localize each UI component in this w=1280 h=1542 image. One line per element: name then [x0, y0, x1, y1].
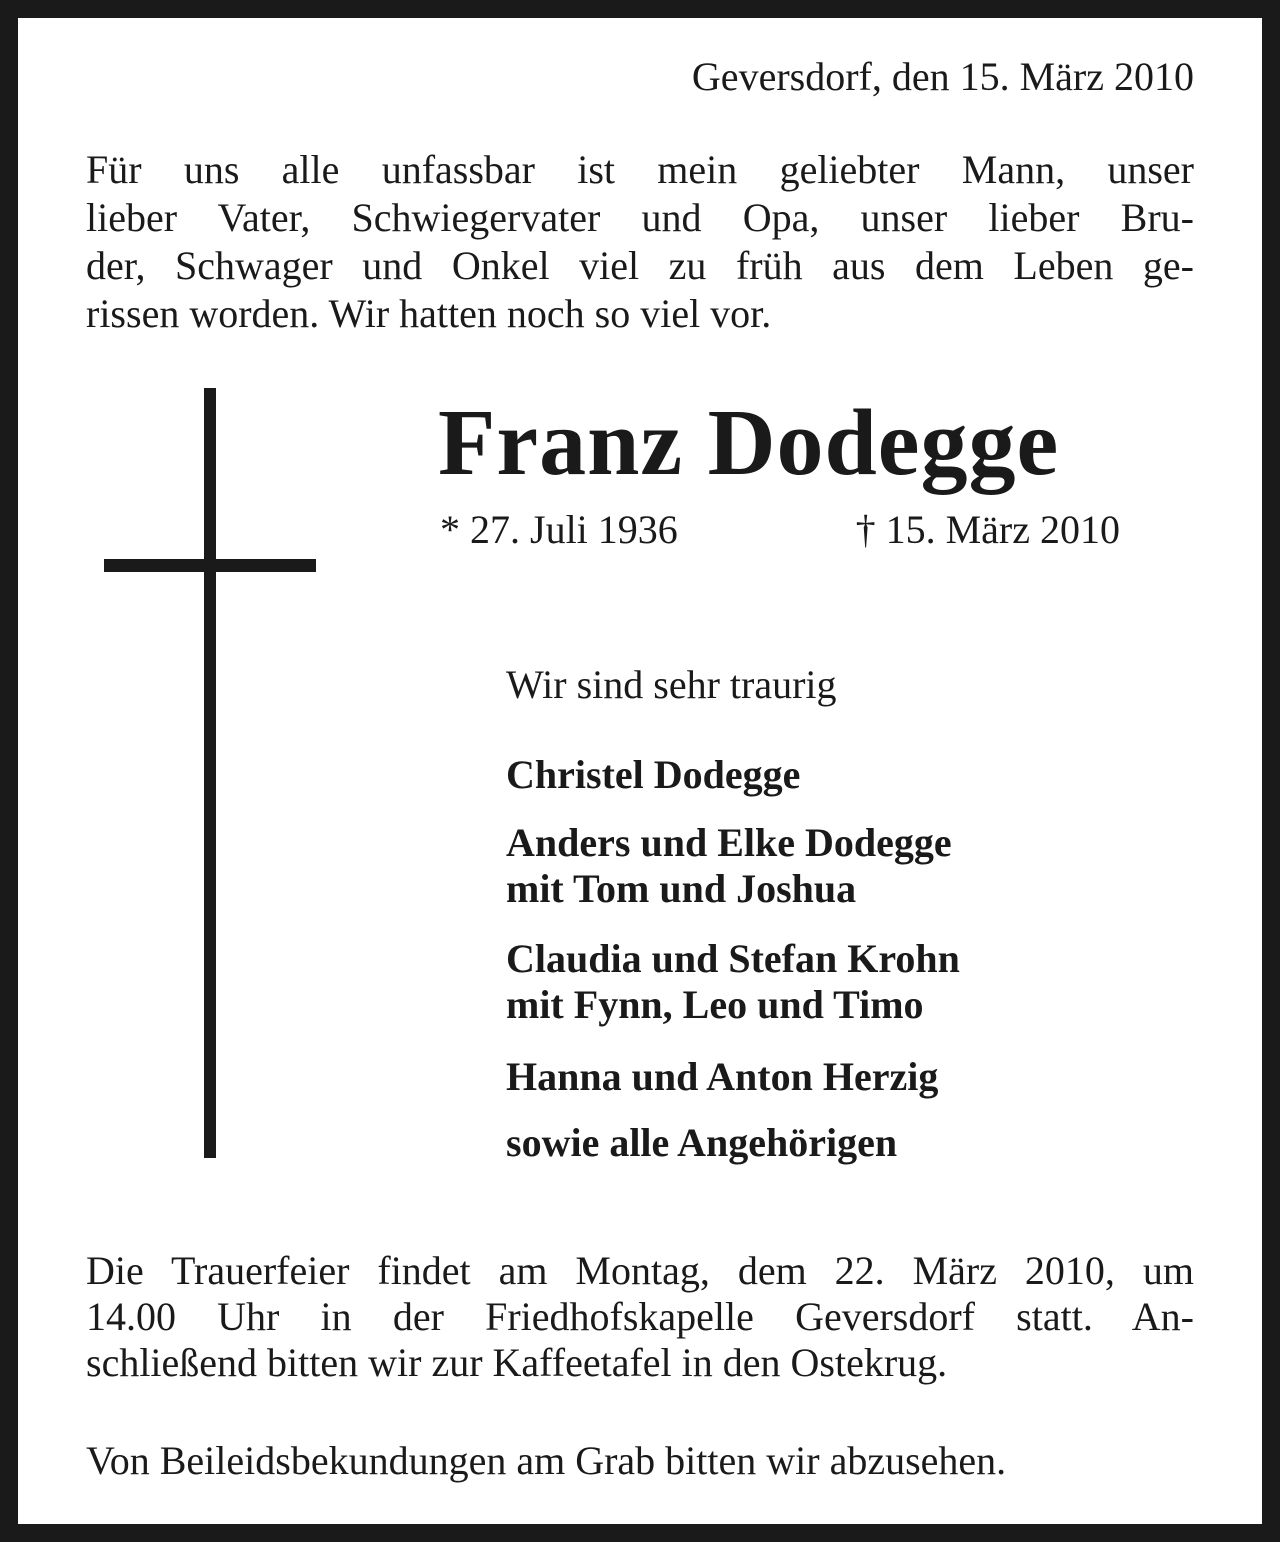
- mourner-group: [506, 752, 800, 798]
- mourner-line: mit Tom und Joshua: [506, 866, 857, 911]
- service-line: Die Trauerfeier findet am Montag, dem 22. März 2010, um: [86, 1248, 1194, 1293]
- birth-date: * 27. Juli 1936: [440, 507, 678, 552]
- mourner-line: mit Fynn, Leo und Timo: [506, 982, 924, 1027]
- mourner-group: [506, 1120, 897, 1166]
- mourner-group: [506, 1054, 938, 1100]
- service-line: 14.00 Uhr in der Friedhofskapelle Geversdorf statt. An-: [86, 1294, 1194, 1339]
- grief-line: Wir sind sehr traurig: [506, 662, 837, 707]
- condolence-note: Von Beileidsbekundungen am Grab bitten wir abzusehen.: [86, 1438, 1007, 1483]
- mourner-line: Anders und Elke Dodegge: [506, 820, 952, 865]
- mourner-line: Claudia und Stefan Krohn: [506, 936, 960, 981]
- cross-icon-bar: [104, 559, 316, 572]
- cross-icon: [204, 388, 216, 1158]
- intro-line: rissen worden. Wir hatten noch so viel vor.: [86, 291, 772, 336]
- service-line: schließend bitten wir zur Kaffeetafel in den Ostekrug.: [86, 1340, 948, 1385]
- intro-line: lieber Vater, Schwiegervater und Opa, unser lieber Bru-: [86, 195, 1194, 240]
- mourner-group: [506, 936, 960, 1028]
- mourner-line: Hanna und Anton Herzig: [506, 1054, 939, 1099]
- death-date: † 15. März 2010: [855, 507, 1120, 552]
- mourner-group: [506, 820, 952, 912]
- intro-line: Für uns alle unfassbar ist mein geliebter Mann, unser: [86, 147, 1194, 192]
- mourner-line: Christel Dodegge: [506, 752, 801, 797]
- intro-line: der, Schwager und Onkel viel zu früh aus dem Leben ge-: [86, 243, 1194, 288]
- deceased-name: Franz Dodegge: [438, 391, 1060, 495]
- mourner-line: sowie alle Angehörigen: [506, 1120, 898, 1165]
- place-date: Geversdorf, den 15. März 2010: [691, 54, 1194, 99]
- service-paragraph: [86, 1248, 1194, 1386]
- intro-paragraph: [86, 146, 1194, 338]
